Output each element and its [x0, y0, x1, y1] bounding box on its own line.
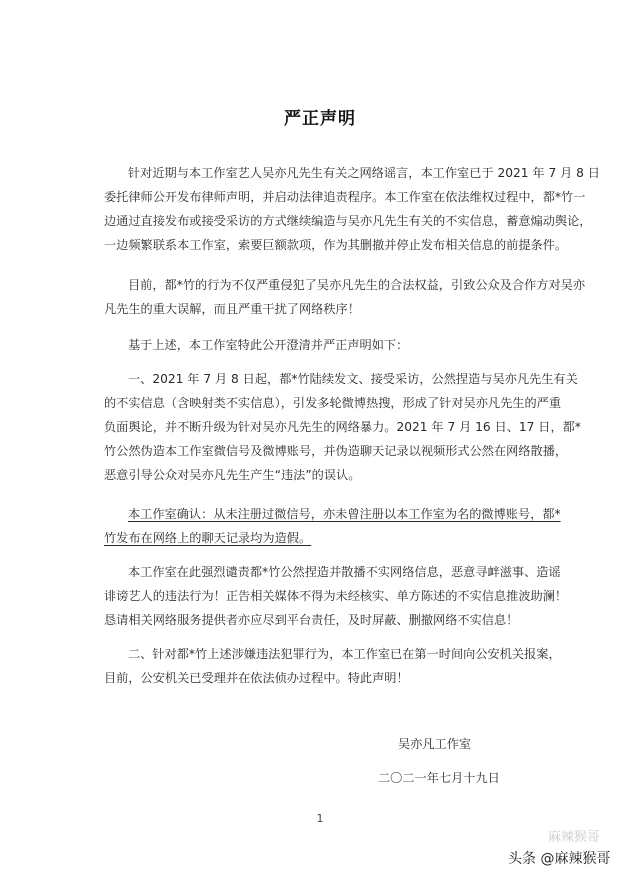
paragraph-2	[104, 273, 586, 321]
paragraph-6	[104, 560, 568, 632]
text-line: 的不实信息（含映射类不实信息），引发多轮微博热搜，形成了针对吴亦凡先生的严重	[104, 396, 562, 410]
watermark	[508, 848, 610, 868]
signature-date: 二〇二一年七月十九日	[378, 771, 500, 785]
paragraph-3	[104, 333, 556, 357]
paragraph-7	[104, 642, 561, 690]
text-line: 边通过直接发布或接受采访的方式继续编造与吴亦凡先生有关的不实信息，蓄意煽动舆论，	[104, 214, 592, 228]
text-line: 凡先生的重大误解，而且严重干扰了网络秩序！	[104, 302, 360, 316]
text-line: 负面舆论，并不断升级为针对吴亦凡先生的网络暴力。2021 年 7 月 16 日、17 日，都*	[104, 420, 581, 434]
text-line: 恶意引导公众对吴亦凡先生产生“违法”的误认。	[104, 468, 361, 482]
text-line: 一、2021 年 7 月 8 日起，都*竹陆续发文、接受采访，公然捏造与吴亦凡先生有关	[128, 372, 578, 386]
text-line: 本工作室确认：从未注册过微信号，亦未曾注册以本工作室为名的微博账号，都*	[128, 507, 561, 521]
text-line: 诽谤艺人的违法行为！正告相关媒体不得为未经核实、单方陈述的不实信息推波助澜！	[104, 589, 568, 603]
statement-title: 严正声明	[284, 109, 356, 129]
text-line: 本工作室在此强烈谴责都*竹公然捏造并散播不实网络信息，恶意寻衅滋事、造谣	[128, 565, 561, 579]
text-line: 基于上述，本工作室特此公开澄清并严正声明如下：	[128, 338, 409, 352]
text-line: 目前，都*竹的行为不仅严重侵犯了吴亦凡先生的合法权益，引致公众及合作方对吴亦	[128, 278, 586, 292]
paragraph-5-confirmation	[104, 502, 561, 550]
watermark-faint: 麻辣猴哥	[548, 830, 601, 845]
text-line: 一边频繁联系本工作室，索要巨额款项，作为其删撤并停止发布相关信息的前提条件。	[104, 238, 568, 252]
page-number: 1	[316, 812, 324, 825]
text-line: 目前，公安机关已受理并在依法侦办过程中。特此声明！	[104, 671, 409, 685]
paragraph-4	[104, 367, 581, 487]
text-line: 二、针对都*竹上述涉嫌违法犯罪行为，本工作室已在第一时间向公安机关报案，	[128, 647, 561, 661]
paragraph-1	[104, 161, 600, 257]
text-line: 竹发布在网络上的聊天记录均为造假。	[104, 531, 312, 545]
text-line: 竹公然伪造本工作室微信号及微博账号，并伪造聊天记录以视频形式公然在网络散播，	[104, 444, 568, 458]
text-line: 针对近期与本工作室艺人吴亦凡先生有关之网络谣言，本工作室已于 2021 年 7 月 8 日	[128, 166, 600, 180]
signature-org: 吴亦凡工作室	[398, 737, 472, 751]
text-line: 委托律师公开发布律师声明，并启动法律追责程序。本工作室在依法维权过程中，都*竹一	[104, 190, 586, 204]
watermark-text: 头条 @麻辣猴哥	[508, 851, 611, 867]
text-line: 恳请相关网络服务提供者亦应尽到平台责任，及时屏蔽、删撤网络不实信息！	[104, 613, 519, 627]
